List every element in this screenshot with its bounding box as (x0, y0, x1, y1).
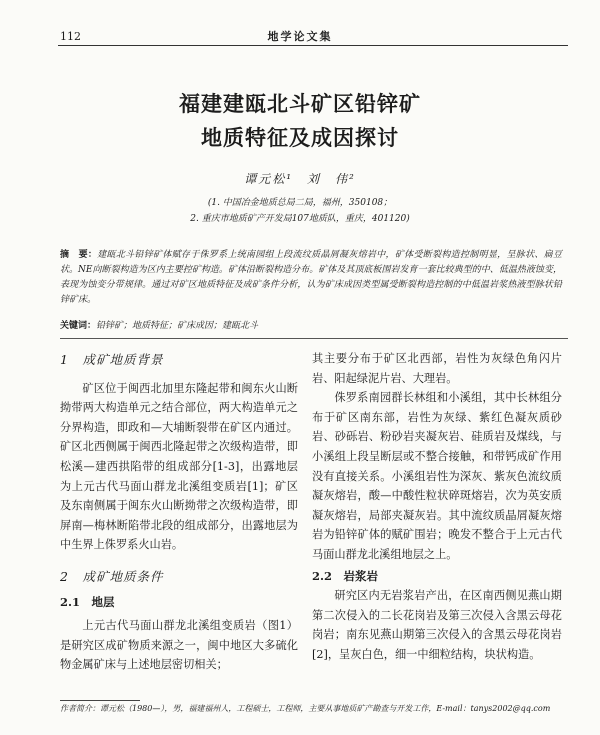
section-heading-1: 1 成矿地质背景 (60, 352, 164, 367)
affiliation-1: (1. 中国冶金地质总局二局，福州，350108； (207, 198, 393, 208)
left-column (60, 350, 298, 675)
header-rule (58, 45, 568, 46)
section-heading-2: 2 成矿地质条件 (60, 568, 164, 584)
keywords-label: 关键词： (60, 321, 97, 331)
keywords-text: 铅锌矿；地质特征；矿床成因；建瓯北斗 (96, 321, 259, 331)
affiliation-2: 2. 重庆市地质矿产开发局107地质队，重庆，401120) (190, 214, 410, 224)
paragraph-magmatic: 研究区内无岩浆岩产出，在区南西侧见燕山期第二次侵入的二长花岗岩及第三次侵入含黑云母花岗岩；南东见燕山期第三次侵入的含黑云母花岗岩[2]，呈灰白色，细一中细粒结构，块状构造。 (312, 589, 562, 661)
page-number: 112 (60, 30, 81, 43)
section-divider (60, 338, 568, 339)
keywords (60, 318, 562, 331)
abstract-text: 建瓯北斗铅锌矿体赋存于侏罗系上统南园组上段流纹质晶屑凝灰熔岩中，矿体受断裂构造控制明显，呈脉状、扁豆状。NE向断裂构造为区内主要控矿构造。矿体沿断裂构造分布。矿体及其顶底板围岩发育一套比较典型的中、低温热液蚀变，表现为蚀变分带规律。通过对矿区地质特征及成矿条件分析，认为矿床成因类型属受断裂构造控制的中低温岩浆热液型脉状铅锌矿床。 (60, 250, 562, 305)
footnote-rule (60, 700, 140, 701)
subsection-heading-2-1: 2.1 地层 (60, 594, 115, 609)
abstract-label: 摘 要： (60, 250, 98, 260)
journal-name: 地学论文集 (267, 30, 333, 43)
author-footnote: 作者简介：谭元松（1980—），男，福建福州人，工程硕士，工程师，主要从事地质矿产勘查与开发工作，E-mail：tanys2002@qq.com (60, 704, 551, 713)
paragraph-strata-continued: 其主要分布于矿区北西部，岩性为灰绿色角闪片岩、阳起绿泥片岩、大理岩。 (312, 352, 562, 385)
paragraph-strata: 上元古代马面山群龙北溪组变质岩（图1）是研究区成矿物质来源之一，闽中地区大多硫化物金属矿床与上述地层密切相关； (60, 619, 298, 672)
paragraph-background: 矿区位于闽西北加里东隆起带和闽东火山断拗带两大构造单元之结合部位，两大构造单元之分界构造，即政和—大埔断裂带在矿区内通过。矿区北西侧属于闽西北隆起带之次级构造带，即松溪—建西拱陷带的组成部分[1-3]，出露地层为上元古代马面山群龙北溪组变质岩[1]；矿区及东南侧属于闽东火山断拗带之次级构造带，即屏南—梅林断陷带北段的组成部分，出露地层为中生界上侏罗系火山岩。 (60, 381, 298, 552)
right-column (312, 349, 562, 665)
abstract (60, 248, 562, 308)
title-line-1: 福建建瓯北斗矿区铅锌矿 (179, 91, 421, 116)
title-line-2: 地质特征及成因探讨 (201, 125, 399, 150)
paragraph-jurassic: 侏罗系南园群长林组和小溪组，其中长林组分布于矿区南东部，岩性为灰绿、紫红色凝灰质砂岩、砂砾岩、粉砂岩夹凝灰岩、硅质岩及煤线，与小溪组上段呈断层或不整合接触，和带钙成矿作用没有直接关系。小溪组岩性为深灰、紫灰色流纹质凝灰熔岩，酸—中酸性粒状碎斑熔岩，次为英安质凝灰熔岩，局部夹凝灰岩。其中流纹质晶屑凝灰熔岩为铅锌矿体的赋矿围岩；晚发不整合于上元古代马面山群龙北溪组地层之上。 (312, 391, 562, 561)
subsection-heading-2-2: 2.2 岩浆岩 (312, 568, 379, 583)
authors: 谭元松¹ 刘 伟² (244, 172, 356, 186)
